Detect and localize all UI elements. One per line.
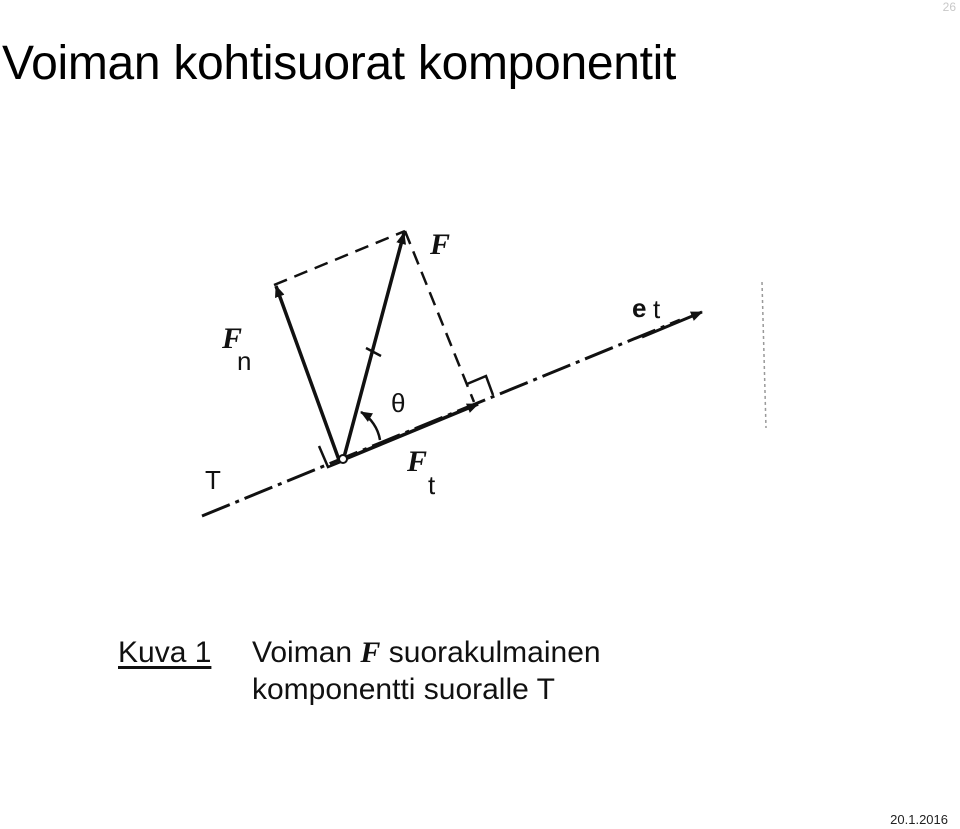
caption-text-after: suorakulmainen — [388, 636, 601, 669]
normal-component-subscript: n — [237, 346, 252, 376]
right-angle-marker-projection — [467, 376, 493, 395]
dashed-line-top — [274, 231, 405, 285]
tangent-component-symbol: F — [407, 445, 428, 478]
angle-arc — [361, 412, 380, 440]
caption-line-1 — [118, 635, 601, 672]
caption-label: Kuva 1 — [118, 636, 212, 669]
caption-text-before: Voiman — [252, 636, 353, 669]
origin-point — [339, 455, 347, 463]
normal-component-symbol: F — [222, 322, 243, 355]
caption-line-2-text: komponentti suoralle T — [252, 672, 555, 706]
angle-theta-label: θ — [391, 388, 406, 418]
line-t-label: T — [205, 465, 221, 495]
caption-line-2 — [118, 672, 601, 709]
tangent-unit-vector-symbol: e — [632, 293, 647, 323]
scan-artifact-line — [762, 282, 766, 428]
tangent-unit-vector-arrow — [642, 312, 702, 337]
tangent-component-subscript: t — [428, 470, 436, 500]
normal-component-arrow — [276, 286, 339, 460]
slide-number: 26 — [942, 0, 956, 14]
tangent-unit-vector-subscript: t — [653, 294, 661, 324]
force-f-label: F — [430, 228, 451, 261]
caption-force-symbol: F — [360, 636, 381, 669]
figure-caption — [118, 635, 601, 708]
force-f-arrow — [343, 233, 404, 461]
footer-date: 20.1.2016 — [890, 812, 948, 827]
slide-title: Voiman kohtisuorat komponentit — [2, 37, 677, 90]
